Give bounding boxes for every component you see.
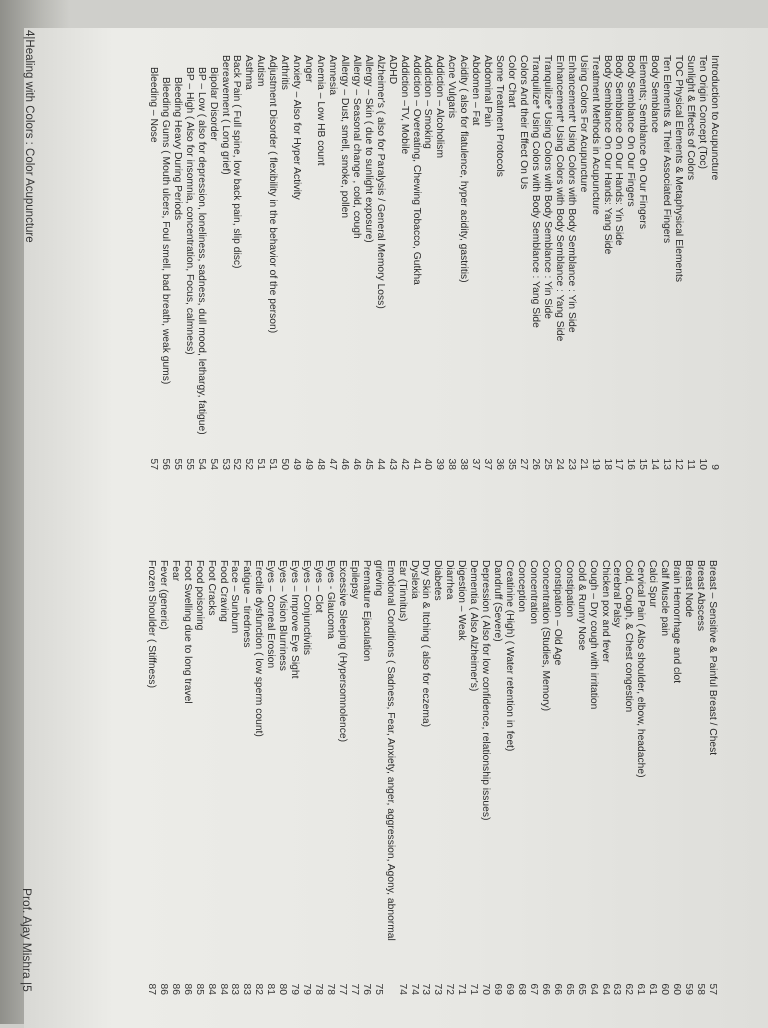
- left-entry-page: 52: [231, 458, 243, 470]
- right-entry-title: Eyes – Conjunctivitis: [301, 560, 313, 655]
- left-entry-title: Color Chart: [506, 55, 518, 108]
- right-entry-page: 74: [396, 983, 408, 995]
- left-entry-page: 56: [159, 458, 171, 470]
- right-entry-page: 85: [193, 983, 205, 995]
- right-entry-page: 77: [348, 983, 360, 995]
- left-entry-page: 15: [637, 458, 649, 470]
- left-entry-page: 38: [446, 458, 458, 470]
- right-entry-page: 84: [217, 983, 229, 995]
- left-entry-title: Abdominal Pain: [482, 55, 494, 128]
- right-entry-title: Epilepsy: [348, 560, 360, 599]
- left-entry-title: Ten Origin Concept (Toc): [697, 55, 709, 169]
- left-entry-title: Bleeding Gums ( Mouth ulcers, Foul smell, bad breath, weak gums): [159, 77, 171, 385]
- right-entry-page: 74: [408, 983, 420, 995]
- right-entry-page: 73: [420, 983, 432, 995]
- right-entry-page: 71: [468, 983, 480, 995]
- left-entry-page: 10: [697, 458, 709, 470]
- right-entry-page: 59: [683, 983, 695, 995]
- right-entry-title: Fear: [169, 560, 181, 582]
- left-entry-page: 40: [422, 458, 434, 470]
- right-entry-title: Food poisoning: [193, 560, 205, 631]
- left-entry-title: Anxiety – Also for Hyper Activity: [291, 55, 303, 200]
- right-entry-page: 83: [229, 983, 241, 995]
- right-entry-page: 80: [277, 983, 289, 995]
- left-entry-page: 14: [649, 458, 661, 470]
- left-entry-title: Bleeding – Nose: [147, 67, 159, 143]
- left-entry-page: 38: [458, 458, 470, 470]
- left-entry-page: 16: [625, 458, 637, 470]
- left-entry-page: 26: [529, 458, 541, 470]
- left-entry-title: Body Semblance On Our Hands: Yang Side: [601, 55, 613, 255]
- left-entry-page: 54: [195, 458, 207, 470]
- left-entry-title: Enhancement* Using Colors with Body Semblance : Yin Side: [565, 55, 577, 333]
- right-entry-page: 78: [313, 983, 325, 995]
- right-entry-page: 75: [372, 983, 384, 995]
- left-entry-title: Body Semblance: [649, 55, 661, 133]
- left-entry-title: Bipolar Disorder: [207, 67, 219, 141]
- left-entry-title: Allergy – Skin ( due to sunlight exposure): [362, 55, 374, 243]
- right-entry-title: Fatigue – tiredness: [241, 560, 253, 648]
- right-entry-title: Eyes – Clot: [313, 560, 325, 613]
- left-entry-title: Using Colors For Acupuncture: [577, 55, 589, 193]
- right-entry-title: Fever (generic): [157, 560, 169, 630]
- right-entry-title: Constipation – Old Age: [551, 560, 563, 666]
- right-entry-title: Conception: [516, 560, 527, 613]
- right-entry-page: 68: [516, 983, 527, 995]
- right-entry-title: Face – Sunburn: [229, 560, 241, 634]
- left-entry-page: 54: [207, 458, 219, 470]
- left-entry-page: 45: [362, 458, 374, 470]
- right-entry-title: Food Craving: [217, 560, 229, 622]
- left-entry-title: ADHD: [386, 55, 398, 85]
- left-entry-title: Acne Vulgaris: [446, 55, 458, 119]
- left-entry-page: 50: [279, 458, 291, 470]
- right-entry-page: 66: [539, 983, 551, 995]
- left-entry-title: Addiction – Alcoholism: [434, 55, 446, 159]
- toc-right-page-numbers: [145, 955, 718, 995]
- left-entry-page: 55: [171, 458, 183, 470]
- left-entry-page: 23: [565, 458, 577, 470]
- right-entry-page: 64: [587, 983, 599, 995]
- right-entry-page: [384, 955, 396, 995]
- left-entry-page: 49: [291, 458, 303, 470]
- right-entry-title: Breast Node: [683, 560, 695, 618]
- left-entry-title: Tranquilize* Using Colors with Body Semblance : Yin Side: [541, 55, 553, 320]
- left-entry-page: 46: [350, 458, 362, 470]
- left-entry-page: 36: [494, 458, 506, 470]
- right-entry-page: 58: [695, 983, 707, 995]
- left-entry-title: Amnesia: [327, 55, 338, 96]
- left-entry-page: 39: [434, 458, 446, 470]
- right-entry-title: Premature Ejaculation: [360, 560, 372, 662]
- right-entry-title: Dementia ( Also Alzheimer's): [468, 560, 480, 692]
- right-entry-title: Cough – Dry cough with irritation: [587, 560, 599, 710]
- right-entry-page: 61: [647, 983, 659, 995]
- right-entry-page: 62: [623, 983, 635, 995]
- left-entry-page: 19: [589, 458, 601, 470]
- right-entry-title: Eyes – Vision Blurriness: [277, 560, 289, 671]
- right-entry-page: 69: [492, 983, 504, 995]
- right-entry-title: Dyslexia: [408, 560, 420, 599]
- right-entry-title: Calci Spur: [647, 560, 659, 608]
- right-entry-title: Concentration (Studies, Memory): [539, 560, 551, 712]
- left-entry-title: Addiction –TV, Mobile: [398, 55, 410, 155]
- left-entry-page: 13: [661, 458, 673, 470]
- right-entry-title: grieving: [372, 560, 384, 597]
- right-entry-page: 66: [551, 983, 563, 995]
- right-entry-page: 79: [289, 983, 301, 995]
- left-entry-title: Elements; Semblance On Our Fingers: [637, 55, 649, 229]
- left-entry-title: Anger: [303, 55, 315, 83]
- right-entry-page: 63: [611, 983, 623, 995]
- right-entry-page: 81: [265, 983, 277, 995]
- toc-left-page-numbers: [147, 430, 720, 470]
- left-entry-page: 43: [386, 458, 398, 470]
- right-entry-title: Diabetes: [432, 560, 444, 601]
- footer-left: 4|Healing with Colors : Color Acupuncture: [23, 30, 35, 243]
- right-entry-title: Depression ( Also for low confidence, relationship issues): [480, 560, 492, 821]
- left-entry-page: 27: [518, 458, 529, 470]
- left-entry-title: Introduction to Acupuncture: [709, 55, 720, 181]
- right-entry-page: 76: [360, 983, 372, 995]
- right-entry-title: Calf Muscle pain: [659, 560, 671, 637]
- left-entry-page: 42: [398, 458, 410, 470]
- left-entry-page: 47: [327, 458, 338, 470]
- left-entry-page: 37: [470, 458, 482, 470]
- left-entry-page: 9: [709, 464, 720, 470]
- left-entry-page: 53: [219, 458, 231, 470]
- right-entry-title: Cerebral Palsy: [611, 560, 623, 628]
- left-entry-page: 41: [410, 458, 422, 470]
- left-entry-title: Autism: [255, 55, 267, 87]
- right-entry-page: 60: [659, 983, 671, 995]
- right-entry-page: 73: [432, 983, 444, 995]
- left-entry-title: Allergy – Dust, smell, smoke, pollen: [338, 55, 350, 219]
- left-entry-title: Addiction – Smoking: [422, 55, 434, 149]
- left-entry-page: 49: [303, 458, 315, 470]
- left-entry-title: Allergy – Seasonal change , cold, cough: [350, 55, 362, 239]
- right-entry-title: Cold & Runny Nose: [575, 560, 587, 651]
- left-entry-title: Colors And their Effect On Us: [518, 55, 529, 190]
- left-entry-page: 51: [267, 458, 279, 470]
- right-entry-title: Foot Cracks: [205, 560, 217, 616]
- right-entry-title: Creatinine (High) ( Water retention in feet): [504, 560, 516, 752]
- left-entry-page: 44: [374, 458, 386, 470]
- left-entry-page: 35: [506, 458, 518, 470]
- right-entry-page: 61: [635, 983, 647, 995]
- left-entry-title: Asthma: [243, 55, 255, 90]
- left-entry-page: 21: [577, 458, 589, 470]
- left-entry-page: 51: [255, 458, 267, 470]
- left-entry-page: 55: [183, 458, 195, 470]
- right-entry-title: Breast – Sensitive & Painful Breast / Chest: [707, 560, 718, 756]
- right-entry-page: 67: [527, 983, 539, 995]
- left-entry-title: Abdomen – Fat: [470, 55, 482, 126]
- right-entry-page: 60: [671, 983, 683, 995]
- right-entry-title: Brain Hemorrhage and clot: [671, 560, 683, 684]
- toc-right-column: [145, 560, 718, 1020]
- left-entry-title: Back Pain ( Full spine, low back pain, slip disc): [231, 55, 243, 269]
- right-entry-title: Cervical Pain ( Also shoulder, elbow, headache): [635, 560, 647, 778]
- left-entry-title: TOC Physical Elements & Metaphysical Elements: [673, 55, 685, 282]
- right-entry-page: 70: [480, 983, 492, 995]
- right-entry-page: 87: [145, 983, 157, 995]
- right-entry-title: Eyes - Glaucoma: [325, 560, 336, 639]
- right-entry-page: 65: [563, 983, 575, 995]
- right-entry-title: Concentration: [527, 560, 539, 625]
- right-entry-title: Ear (Tinnitus): [396, 560, 408, 622]
- left-entry-title: BP – Low ( also for depression, loneliness, sadness, dull mood, lethargy, fatigue): [195, 67, 207, 435]
- right-entry-title: Erectile dysfunction ( low sperm count): [253, 560, 265, 737]
- left-entry-page: 18: [601, 458, 613, 470]
- right-entry-page: 86: [181, 983, 193, 995]
- left-entry-title: Tranquilize* Using Colors with Body Semblance : Yang Side: [529, 55, 541, 328]
- left-entry-title: Alzheimer's ( also for Paralysis / General Memory Loss): [374, 55, 386, 309]
- right-entry-title: Breast Abscess: [695, 560, 707, 631]
- left-entry-title: Body Semblance On Our Hands: Yin Side: [613, 55, 625, 246]
- left-entry-title: Body Semblance On Our Fingers: [625, 55, 637, 207]
- left-entry-page: 12: [673, 458, 685, 470]
- right-entry-page: 71: [456, 983, 468, 995]
- left-entry-title: Bleeding Heavy During Periods: [171, 77, 183, 221]
- right-entry-page: 83: [241, 983, 253, 995]
- left-entry-title: Anemia – Low HB count: [315, 55, 327, 166]
- left-entry-page: 11: [685, 459, 697, 470]
- left-entry-page: 25: [541, 458, 553, 470]
- right-entry-page: 79: [301, 983, 313, 995]
- right-entry-page: 69: [504, 983, 516, 995]
- right-entry-page: 72: [444, 983, 456, 995]
- left-entry-title: Treatment Methods in Acupuncture: [589, 55, 601, 215]
- right-entry-title: Digestion – Weak: [456, 560, 468, 641]
- right-entry-title: Emotional Conditions ( Sadness, Fear, Anxiety, anger, aggression, Agony, abnormal: [384, 560, 396, 941]
- right-entry-page: 65: [575, 983, 587, 995]
- left-entry-title: Some Treatment Protocols: [494, 55, 506, 177]
- right-entry-title: Diarrhea: [444, 560, 456, 600]
- right-entry-page: 78: [325, 983, 336, 995]
- right-entry-title: Eyes – Improve Eye Sight: [289, 560, 301, 679]
- right-entry-title: Eyes – Corneal Erosion: [265, 560, 277, 669]
- left-entry-page: 52: [243, 458, 255, 470]
- right-entry-title: Frozen Shoulder ( Stiffness): [145, 560, 157, 689]
- right-entry-title: Cold, Cough, & Chest congestion: [623, 560, 635, 713]
- right-entry-title: Chicken pox and fever: [599, 560, 611, 663]
- left-entry-title: Addiction – Overeating, Chewing Tobacco, Gutkha: [410, 55, 422, 285]
- left-entry-page: 57: [147, 458, 159, 470]
- left-entry-page: 24: [553, 458, 565, 470]
- left-entry-page: 37: [482, 458, 494, 470]
- left-entry-title: Arthritis: [279, 55, 291, 90]
- left-entry-title: Acidity ( also for flatulence, hyper acidity, gastritis): [458, 55, 470, 283]
- right-entry-page: 84: [205, 983, 217, 995]
- footer-right: Prof. Ajay Mishra |5: [20, 888, 34, 992]
- left-entry-title: Sunlight & Effects of Colors: [685, 55, 697, 181]
- right-entry-page: 57: [707, 983, 718, 995]
- right-entry-page: 86: [157, 983, 169, 995]
- right-entry-title: Dry Skin & Itching ( also for eczema): [420, 560, 432, 728]
- right-entry-title: Dandruff (Severe): [492, 560, 504, 642]
- right-entry-title: Excessive Sleeping (Hypersomnolence): [336, 560, 348, 742]
- left-entry-page: 46: [338, 458, 350, 470]
- left-entry-title: Ten Elements & Their Associated Fingers: [661, 55, 673, 244]
- right-entry-title: Constipation: [563, 560, 575, 618]
- right-entry-page: 86: [169, 983, 181, 995]
- right-entry-page: 64: [599, 983, 611, 995]
- right-entry-page: 77: [336, 983, 348, 995]
- toc-left-column: [147, 55, 720, 575]
- left-entry-title: Bereavement ( Long grief): [219, 55, 231, 175]
- left-entry-title: Adjustment Disorder ( flexibility in the behavior of the person): [267, 55, 279, 334]
- left-entry-page: 17: [613, 458, 625, 470]
- left-entry-page: 48: [315, 458, 327, 470]
- right-entry-title: Foot Swelling due to long travel: [181, 560, 193, 704]
- left-entry-title: Enhancement* Using Colors with Body Semblance : Yang Side: [553, 55, 565, 342]
- left-entry-title: BP – High ( Also for insomnia, concentration, Focus, calmness): [183, 67, 195, 355]
- right-entry-page: 82: [253, 983, 265, 995]
